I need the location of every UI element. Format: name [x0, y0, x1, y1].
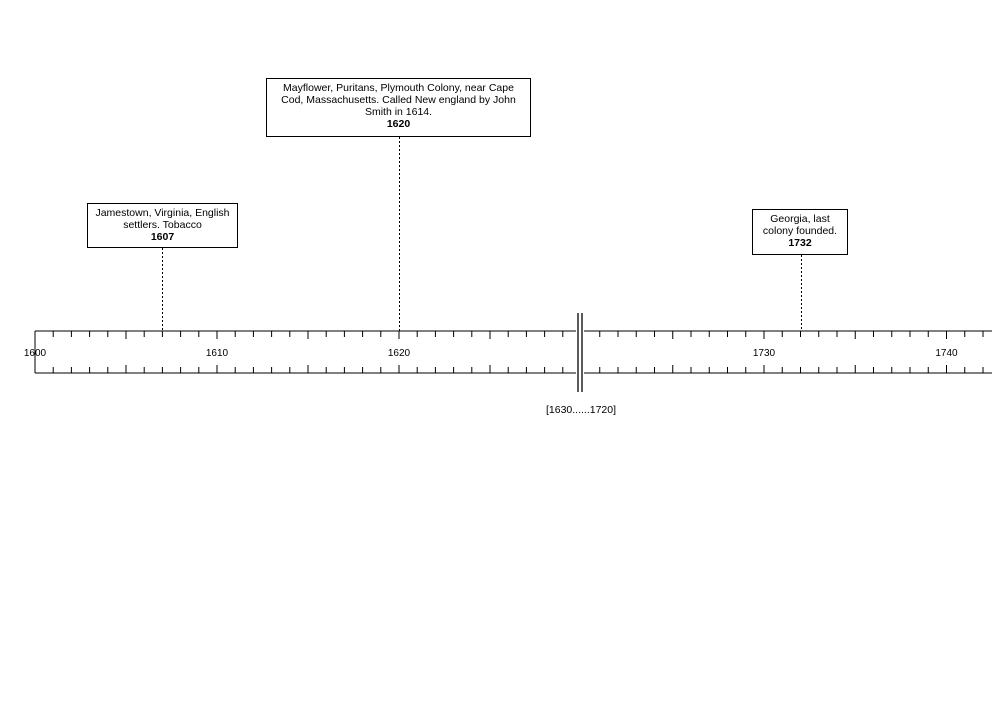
event-year: 1732 — [788, 237, 812, 249]
event-text: Jamestown, Virginia, English settlers. Tobacco — [95, 207, 230, 231]
event-text: Georgia, last colony founded. — [762, 213, 838, 237]
event-text: Mayflower, Puritans, Plymouth Colony, near Cape Cod, Massachusetts. Called New england by John Smith in 1614. — [281, 82, 516, 118]
event-year: 1607 — [150, 231, 175, 243]
tick-label-1600: 1600 — [23, 348, 47, 359]
tick-label-1740: 1740 — [935, 348, 958, 359]
event-year: 1620 — [386, 118, 411, 130]
timeline-break-label: [1630......1720] — [545, 404, 617, 416]
event-box-mayflower — [266, 78, 531, 137]
event-connectors — [163, 137, 802, 331]
tick-label-1620: 1620 — [387, 348, 411, 359]
event-box-jamestown — [87, 203, 238, 248]
tick-label-1730: 1730 — [752, 348, 776, 359]
break-gap — [576, 330, 584, 374]
tick-label-1610: 1610 — [205, 348, 229, 359]
event-box-georgia — [752, 209, 848, 255]
timeline-axis — [24, 313, 992, 392]
